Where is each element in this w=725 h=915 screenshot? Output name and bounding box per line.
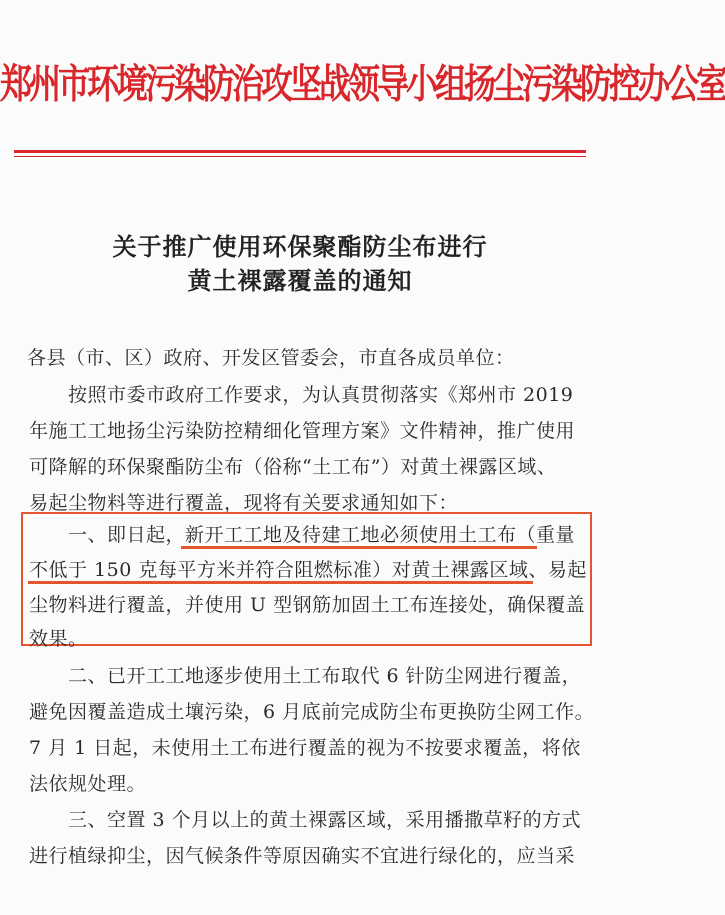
body-line: 一、即日起，新开工工地及待建工地必须使用土工布（重量	[29, 524, 576, 546]
body-line: 效果。	[29, 628, 88, 650]
body-line: 二、已开工工地逐步使用土工布取代 6 针防尘网进行覆盖，	[29, 665, 582, 687]
body-line: 易起尘物料等进行覆盖，现将有关要求通知如下：	[29, 492, 459, 514]
red-divider-thick	[14, 150, 586, 153]
red-divider-thin	[14, 156, 586, 157]
addressee: 各县（市、区）政府、开发区管委会，市直各成员单位：	[27, 347, 515, 369]
body-line: 年施工工地扬尘污染防控精细化管理方案》文件精神，推广使用	[29, 420, 576, 442]
body-line: 三、空置 3 个月以上的黄土裸露区域，采用播撒草籽的方式	[29, 809, 582, 831]
body-line: 不低于 150 克每平方米并符合阻燃标准）对黄土裸露区域、易起	[29, 559, 587, 581]
body-line: 7 月 1 日起，未使用土工布进行覆盖的视为不按要求覆盖，将依	[29, 737, 581, 759]
document-title-line-1: 关于推广使用环保聚酯防尘布进行	[112, 232, 488, 261]
body-line: 尘物料进行覆盖，并使用 U 型钢筋加固土工布连接处，确保覆盖	[29, 594, 586, 616]
body-line: 按照市委市政府工作要求，为认真贯彻落实《郑州市 2019	[29, 384, 574, 406]
document-title-line-2: 黄土裸露覆盖的通知	[187, 266, 413, 295]
body-line: 避免因覆盖造成土壤污染，6 月底前完成防尘布更换防尘网工作。	[29, 701, 595, 723]
office-name: 郑州市环境污染防治攻坚战领导小组扬尘污染防控办公室	[0, 59, 725, 108]
body-line: 进行植绿抑尘，因气候条件等原因确实不宜进行绿化的，应当采	[29, 845, 576, 867]
body-line: 可降解的环保聚酯防尘布（俗称“土工布”）对黄土裸露区域、	[29, 456, 557, 478]
body-line: 法依规处理。	[29, 773, 147, 795]
